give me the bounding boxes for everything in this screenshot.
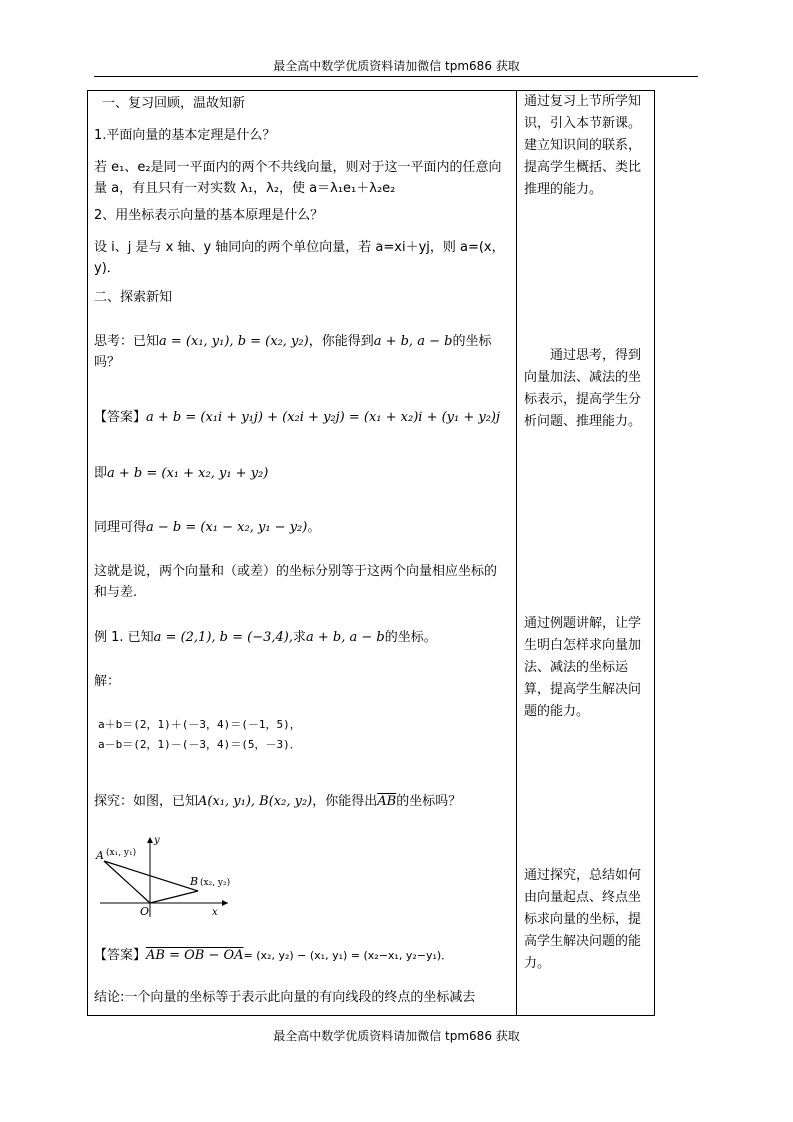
lesson-table [87, 90, 655, 1016]
solution-label: 解： [94, 674, 121, 689]
side-note-2: 通过思考，得到向量加法、减法的坐标表示，提高学生分析问题、推理能力。 [524, 348, 642, 429]
ji-line [94, 463, 268, 484]
side-note-1: 通过复习上节所学知识，引入本节新课。建立知识间的联系，提高学生概括、类比推理的能力。 [524, 94, 642, 197]
tongli-formula: a − b = (x₁ − x₂, y₁ − y₂) [146, 520, 308, 535]
example-line [94, 627, 437, 648]
question-2: 2、用坐标表示向量的基本原理是什么？ [94, 208, 324, 223]
think-formula: a = (x₁, y₁), b = (x₂, y₂) [159, 334, 309, 349]
segment-ob [150, 891, 198, 903]
answer-2-label: 【答案】 [94, 948, 147, 963]
explore-formula-2: $\overline{AB}$ [377, 794, 397, 809]
explore-formula: A(x₁, y₁), B(x₂, y₂) [198, 794, 313, 809]
explore-mid: ，你能得出 [312, 794, 378, 809]
think-formula-2: a + b, a − b [373, 334, 453, 349]
page-footer: 最全高中数学优质资料请加微信 tpm686 获取 [273, 1029, 520, 1043]
example-suffix: 的坐标。 [384, 630, 437, 645]
label-x: x [212, 907, 218, 918]
explore-line [94, 791, 461, 812]
explore-suffix: 的坐标吗？ [396, 794, 462, 809]
conclusion-2: 结论:一个向量的坐标等于表示此向量的有向线段的终点的坐标减去 [94, 990, 476, 1005]
label-o: O [140, 905, 150, 918]
question-2-answer: 设 i、j 是与 x 轴、y 轴同向的两个单位向量，若 a=xi＋yj，则 a=(x，y)． [94, 240, 505, 276]
example-mid: 求 [292, 630, 306, 645]
tongli-prefix: 同理可得 [94, 520, 147, 535]
answer-line [94, 407, 500, 428]
side-note-4: 通过探究，总结如何由向量起点、终点坐标求向量的坐标，提高学生解决问题的能力。 [524, 868, 642, 971]
label-y: y [154, 835, 160, 846]
question-1-answer: 若 e₁、e₂是同一平面内的两个不共线向量，则对于这一平面内的任意向量 a，有且只有一对实数 λ₁，λ₂，使 a＝λ₁e₁＋λ₂e₂ [94, 160, 502, 196]
tongli-line [94, 517, 320, 538]
side-note-3: 通过例题讲解，让学生明白怎样求向量加法、减法的坐标运算，提高学生解决问题的能力。 [524, 616, 642, 719]
answer-formula: a + b = (x₁i + y₁j) + (x₂i + y₂j) = (x₁ + x₂)i + (y₁ + y₂)j [146, 410, 501, 425]
think-paragraph [94, 331, 508, 373]
coord-a: (x₁, y₁) [106, 848, 137, 858]
example-formula-2: a + b, a − b [306, 630, 385, 645]
answer-2-formula: AB = OB − OA [146, 948, 244, 963]
y-axis-arrow [147, 837, 153, 843]
example-formula: a = (2,1), b = (−3,4), [153, 630, 293, 645]
think-suffix: 的坐标吗？ [94, 334, 492, 370]
solution-line-2: a－b＝(2，1)－(－3，4)＝(5，－3)． [98, 738, 301, 751]
think-mid: ，你能得到 [308, 334, 374, 349]
label-a: A [96, 849, 104, 862]
solution-line-1: a＋b＝(2，1)＋(－3，4)＝(－1，5)， [98, 718, 301, 731]
section1-title: 一、复习回顾，温故知新 [102, 96, 246, 111]
segment-ab [104, 861, 198, 891]
question-1: 1.平面向量的基本定理是什么？ [94, 128, 276, 143]
ji-formula: a + b = (x₁ + x₂, y₁ + y₂) [107, 466, 269, 481]
ji-prefix: 即 [94, 466, 108, 481]
conclusion-1: 这就是说，两个向量和（或差）的坐标分别等于这两个向量相应坐标的和与差. [94, 564, 498, 600]
coord-b: (x₂, y₂) [200, 878, 231, 888]
page-header: 最全高中数学优质资料请加微信 tpm686 获取 [273, 59, 520, 73]
think-prefix: 思考：已知 [94, 334, 160, 349]
x-axis-arrow [222, 900, 228, 906]
answer-2-line [94, 945, 452, 966]
tongli-suffix: 。 [307, 520, 321, 535]
section2-title: 二、探索新知 [94, 290, 173, 305]
header-rule [94, 76, 698, 77]
column-divider [516, 91, 517, 1015]
answer-2-rest: = (x₂, y₂) − (x₁, y₁) = (x₂−x₁, y₂−y₁)． [243, 949, 453, 962]
coordinate-figure [94, 833, 234, 919]
answer-label: 【答案】 [94, 410, 147, 425]
label-b: B [190, 875, 199, 888]
example-prefix: 例 1. 已知 [94, 630, 154, 645]
explore-prefix: 探究：如图，已知 [94, 794, 199, 809]
segment-oa [104, 861, 150, 903]
